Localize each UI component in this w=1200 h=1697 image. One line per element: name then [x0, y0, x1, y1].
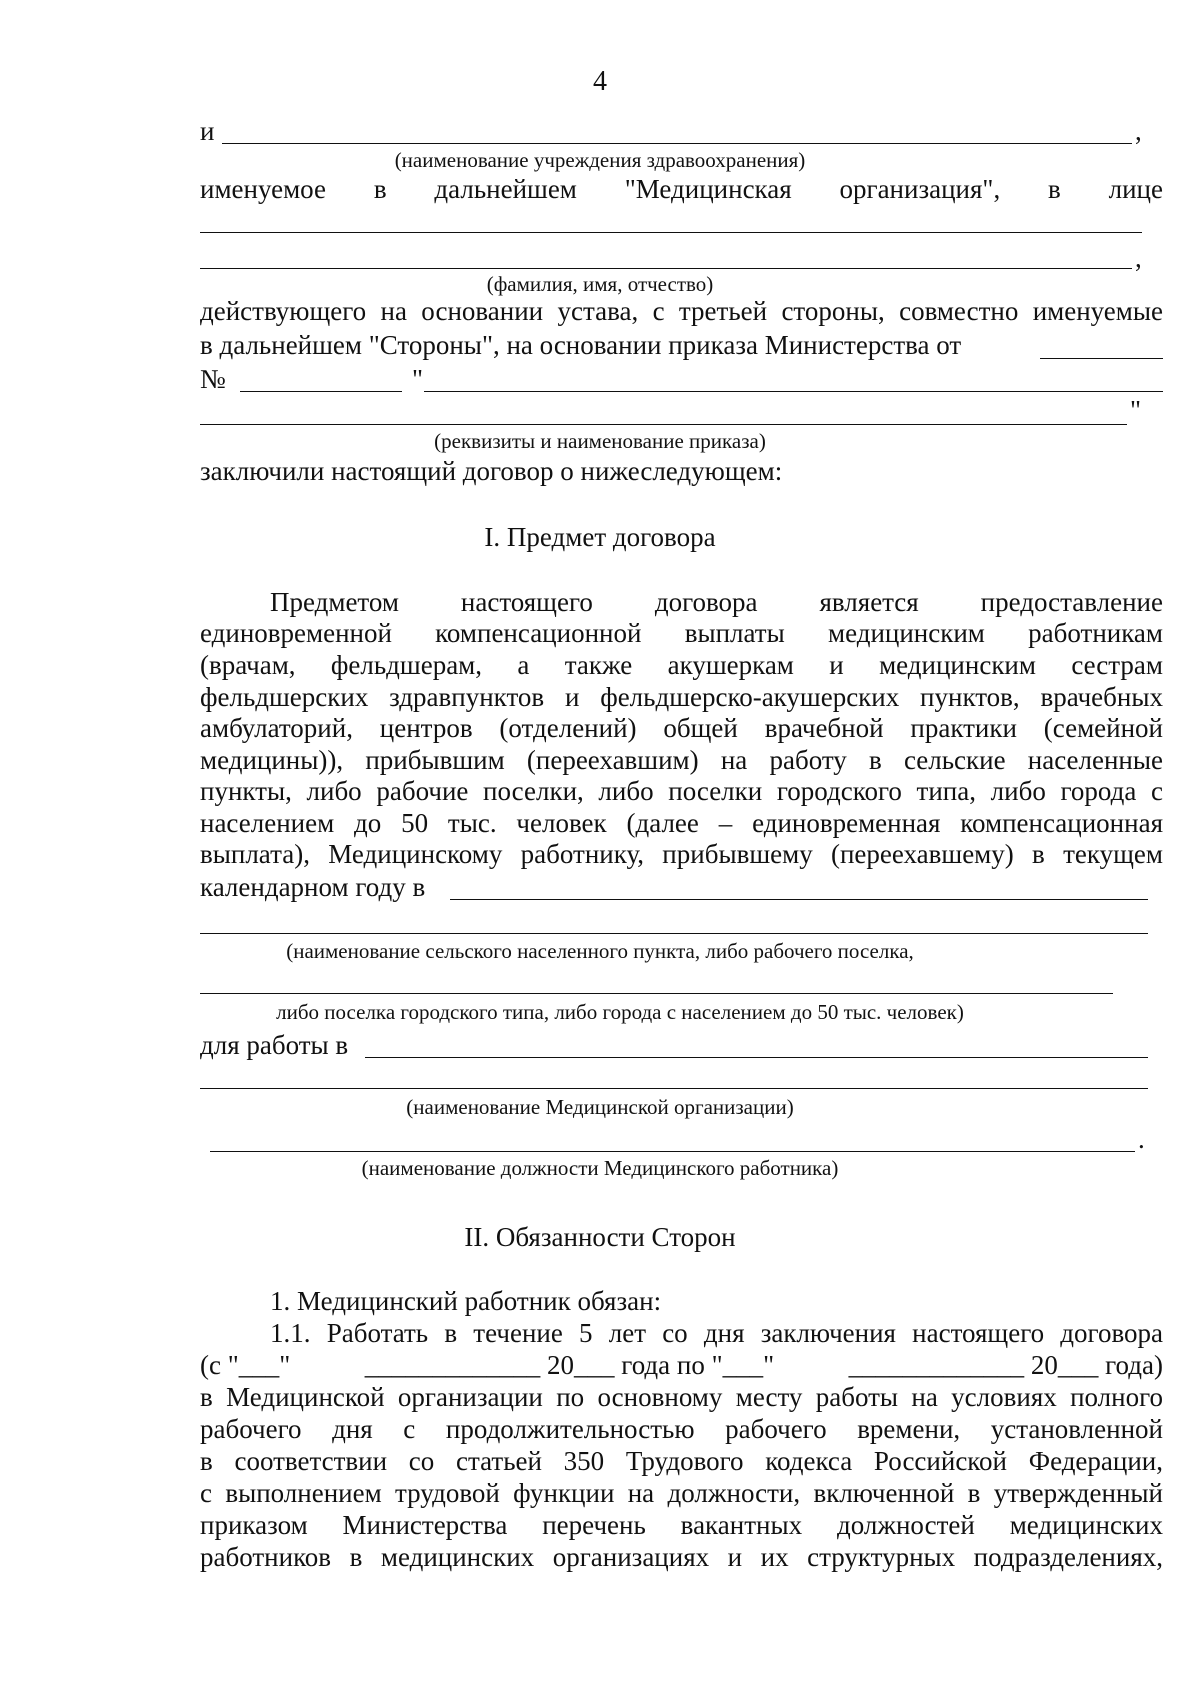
conjunction-i: и [200, 116, 215, 146]
paragraph-line: единовременной компенсационной выплаты медицинским работникам [200, 618, 1163, 648]
quote-close: " [1130, 395, 1142, 425]
caption-order: (реквизиты и наименование приказа) [434, 429, 766, 453]
section-1-title: I. Предмет договора [484, 522, 716, 552]
period: . [1138, 1124, 1145, 1154]
caption-position: (наименование должности Медицинского работника) [361, 1156, 839, 1180]
paragraph-line: выплата), Медицинскому работнику, прибывшему (переехавшему) в текущем [200, 839, 1163, 869]
section-2-title: II. Обязанности Сторон [464, 1222, 736, 1252]
blank-order-date [1040, 358, 1163, 359]
paragraph-line: медицины)), прибывшим (переехавшим) на работу в сельские населенные [200, 745, 1163, 775]
item-1: 1. Медицинский работник обязан: [270, 1286, 662, 1316]
blank-org-2 [200, 1088, 1148, 1089]
word: лице [1108, 174, 1163, 204]
acting-line-1: действующего на основании устава, с третьей стороны, совместно именуемые [200, 296, 1163, 326]
blank-settlement-2 [200, 933, 1148, 934]
word: "Медицинская [624, 174, 792, 204]
dates-row [200, 1350, 1163, 1381]
blank-settlement-3 [200, 993, 1113, 994]
paragraph-line: пункты, либо рабочие поселки, либо поселки городского типа, либо города с [200, 776, 1163, 806]
blank-position [210, 1151, 1135, 1152]
for-work-text: для работы в [200, 1030, 349, 1060]
blank-fio-line-2 [200, 268, 1132, 269]
paragraph-line: населением до 50 тыс. человек (далее – единовременная компенсационная [200, 808, 1163, 838]
caption-org: (наименование Медицинской организации) [406, 1095, 794, 1119]
word: организация", [839, 174, 1001, 204]
date-to: _____________ 20___ года) [848, 1350, 1163, 1380]
paragraph-line: с выполнением трудовой функции на должности, включенной в утвержденный [200, 1478, 1163, 1508]
paragraph-line: Предметом настоящего договора является предоставление [270, 587, 1163, 617]
blank-institution-line [222, 143, 1132, 144]
paragraph-line: (врачам, фельдшерам, а также акушеркам и медицинским сестрам [200, 650, 1163, 680]
word: дальнейшем [434, 174, 577, 204]
blank-settlement-1 [450, 899, 1148, 900]
paragraph-line: в Медицинской организации по основному месту работы на условиях полного [200, 1382, 1163, 1412]
quote-open: " [412, 364, 424, 394]
paragraph-line: рабочего дня с продолжительностью рабочего времени, установленной [200, 1414, 1163, 1444]
blank-fio-line-1 [200, 232, 1142, 233]
blank-order-name-2 [200, 424, 1127, 425]
page-number: 4 [593, 66, 607, 97]
caption-fio: (фамилия, имя, отчество) [486, 272, 714, 296]
caption-settlement-1: (наименование сельского населенного пункта, либо рабочего поселка, [286, 939, 914, 963]
paragraph-line: в соответствии со статьей 350 Трудового кодекса Российской Федерации, [200, 1446, 1163, 1476]
paragraph-line: амбулаторий, центров (отделений) общей врачебной практики (семейной [200, 713, 1163, 743]
word: в [1048, 174, 1061, 204]
word: в [373, 174, 387, 204]
referred-as-line [200, 174, 1163, 205]
date-mid: _____________ 20___ года по "___" [364, 1350, 775, 1380]
caption-settlement-2: либо поселка городского типа, либо города с населением до 50 тыс. человек) [276, 1000, 964, 1024]
paragraph-line: работников в медицинских организациях и их структурных подразделениях, [200, 1542, 1163, 1572]
comma: , [1135, 116, 1142, 146]
date-from: (с "___" [200, 1350, 291, 1380]
paragraph-line: фельдшерских здравпунктов и фельдшерско-акушерских пунктов, врачебных [200, 682, 1163, 712]
comma: , [1135, 243, 1142, 273]
caption-institution: (наименование учреждения здравоохранения) [394, 148, 806, 172]
concluded-text: заключили настоящий договор о нижеследующем: [200, 456, 783, 486]
word: именуемое [200, 174, 326, 204]
calendar-year-text: календарном году в [200, 872, 426, 902]
acting-line-2: в дальнейшем "Стороны", на основании приказа Министерства от [200, 330, 962, 360]
blank-org-1 [365, 1057, 1148, 1058]
item-1-1-line-1: 1.1. Работать в течение 5 лет со дня заключения настоящего договора [270, 1318, 1163, 1348]
blank-order-name-1 [424, 391, 1163, 392]
number-sign: № [200, 364, 226, 394]
paragraph-line: приказом Министерства перечень вакантных должностей медицинских [200, 1510, 1163, 1540]
blank-order-number [240, 391, 402, 392]
